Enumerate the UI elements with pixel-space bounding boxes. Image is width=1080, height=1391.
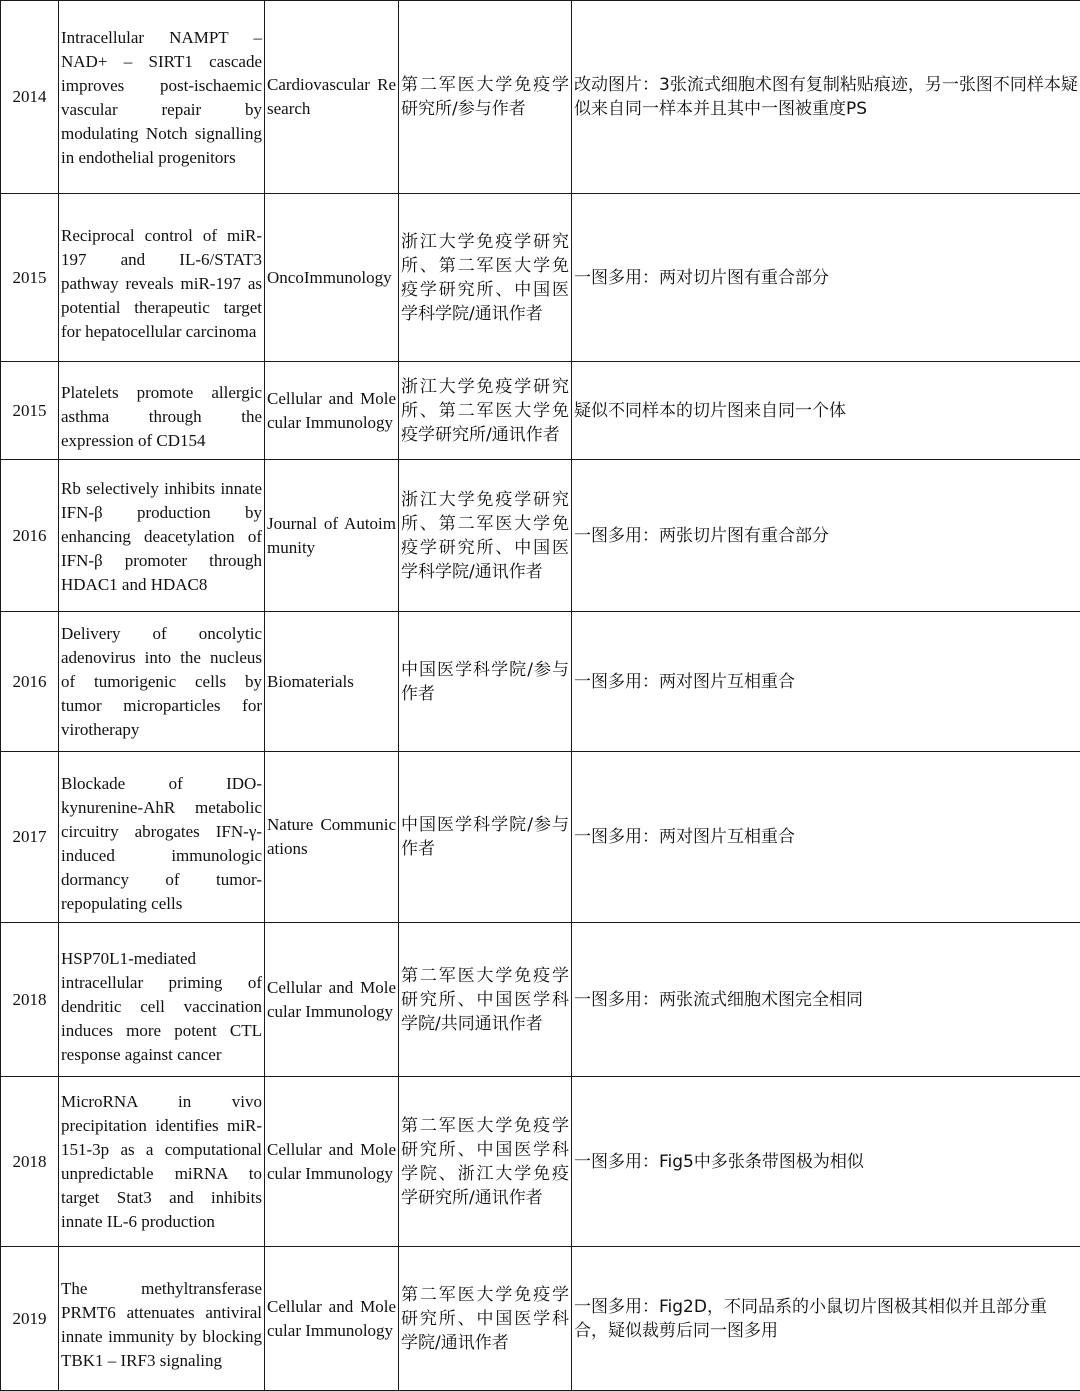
institution-cell: 浙江大学免疫学研究所、第二军医大学免疫学研究所、中国医学科学院/通讯作者 xyxy=(399,460,572,612)
issue-cell: 一图多用：Fig2D，不同品系的小鼠切片图极其相似并且部分重合，疑似裁剪后同一图多用 xyxy=(572,1247,1080,1391)
table-row xyxy=(1,752,1080,923)
table-row xyxy=(1,1247,1080,1391)
journal-cell: Biomaterials xyxy=(265,612,399,752)
title-cell: Delivery of oncolytic adenovirus into the nucleus of tumorigenic cells by tumor microparticles for virotherapy xyxy=(59,612,265,752)
journal-cell: Cellular and Molecular Immunology xyxy=(265,362,399,460)
issue-cell: 一图多用：Fig5中多张条带图极为相似 xyxy=(572,1077,1080,1247)
year-cell: 2018 xyxy=(1,1077,59,1247)
issue-cell: 疑似不同样本的切片图来自同一个体 xyxy=(572,362,1080,460)
journal-cell: Cardiovascular Research xyxy=(265,1,399,194)
year-cell: 2019 xyxy=(1,1247,59,1391)
year-cell: 2017 xyxy=(1,752,59,923)
journal-cell: Nature Communications xyxy=(265,752,399,923)
table-row xyxy=(1,612,1080,752)
journal-cell: OncoImmunology xyxy=(265,194,399,362)
title-cell: Platelets promote allergic asthma through the expression of CD154 xyxy=(59,362,265,460)
institution-cell: 中国医学科学院/参与作者 xyxy=(399,752,572,923)
institution-cell: 浙江大学免疫学研究所、第二军医大学免疫学研究所、中国医学科学院/通讯作者 xyxy=(399,194,572,362)
title-cell: HSP70L1-mediated intracellular priming of dendritic cell vaccination induces more potent CTL response against cancer xyxy=(59,923,265,1077)
journal-cell: Cellular and Molecular Immunology xyxy=(265,1077,399,1247)
table-row xyxy=(1,1,1080,194)
institution-cell: 第二军医大学免疫学研究所/参与作者 xyxy=(399,1,572,194)
title-cell: MicroRNA in vivo precipitation identifies miR-151-3p as a computational unpredictable miRNA to target Stat3 and inhibits innate IL-6 production xyxy=(59,1077,265,1247)
title-cell: Blockade of IDO-kynurenine-AhR metabolic circuitry abrogates IFN-γ-induced immunologic dormancy of tumor-repopulating cells xyxy=(59,752,265,923)
table-row xyxy=(1,1077,1080,1247)
institution-cell: 第二军医大学免疫学研究所、中国医学科学院/通讯作者 xyxy=(399,1247,572,1391)
title-cell: Intracellular NAMPT – NAD+ – SIRT1 cascade improves post-ischaemic vascular repair by modulating Notch signalling in endothelial progenitors xyxy=(59,1,265,194)
journal-cell: Journal of Autoimmunity xyxy=(265,460,399,612)
institution-cell: 第二军医大学免疫学研究所、中国医学科学院、浙江大学免疫学研究所/通讯作者 xyxy=(399,1077,572,1247)
issue-cell: 改动图片：3张流式细胞术图有复制粘贴痕迹，另一张图不同样本疑似来自同一样本并且其中一图被重度PS xyxy=(572,1,1080,194)
journal-cell: Cellular and Molecular Immunology xyxy=(265,1247,399,1391)
institution-cell: 第二军医大学免疫学研究所、中国医学科学院/共同通讯作者 xyxy=(399,923,572,1077)
year-cell: 2016 xyxy=(1,460,59,612)
table-row xyxy=(1,194,1080,362)
issue-cell: 一图多用：两张流式细胞术图完全相同 xyxy=(572,923,1080,1077)
year-cell: 2014 xyxy=(1,1,59,194)
issue-cell: 一图多用：两对切片图有重合部分 xyxy=(572,194,1080,362)
institution-cell: 中国医学科学院/参与作者 xyxy=(399,612,572,752)
title-cell: Reciprocal control of miR-197 and IL-6/STAT3 pathway reveals miR-197 as potential therapeutic target for hepatocellular carcinoma xyxy=(59,194,265,362)
year-cell: 2015 xyxy=(1,194,59,362)
table-row xyxy=(1,460,1080,612)
institution-cell: 浙江大学免疫学研究所、第二军医大学免疫学研究所/通讯作者 xyxy=(399,362,572,460)
year-cell: 2016 xyxy=(1,612,59,752)
table-row xyxy=(1,362,1080,460)
issue-cell: 一图多用：两对图片互相重合 xyxy=(572,752,1080,923)
year-cell: 2015 xyxy=(1,362,59,460)
issue-cell: 一图多用：两张切片图有重合部分 xyxy=(572,460,1080,612)
journal-cell: Cellular and Molecular Immunology xyxy=(265,923,399,1077)
title-cell: The methyltransferase PRMT6 attenuates antiviral innate immunity by blocking TBK1 – IRF3 signaling xyxy=(59,1247,265,1391)
year-cell: 2018 xyxy=(1,923,59,1077)
issue-cell: 一图多用：两对图片互相重合 xyxy=(572,612,1080,752)
table-row xyxy=(1,923,1080,1077)
title-cell: Rb selectively inhibits innate IFN-β production by enhancing deacetylation of IFN-β promoter through HDAC1 and HDAC8 xyxy=(59,460,265,612)
